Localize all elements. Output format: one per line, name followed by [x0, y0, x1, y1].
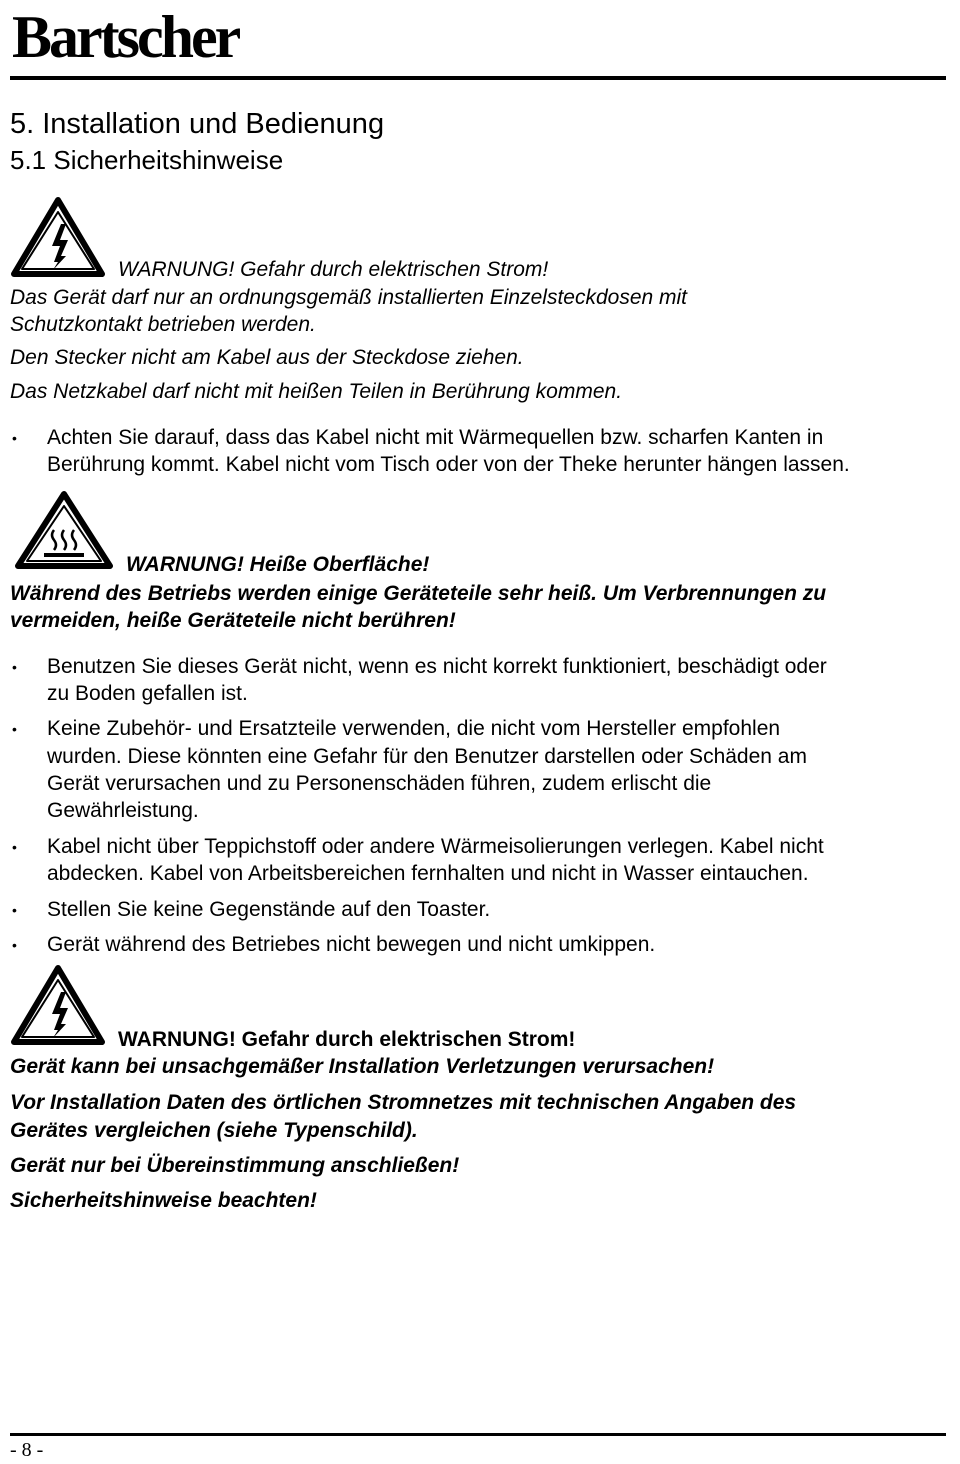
warning-electric-line: Gerät kann bei unsachgemäßer Installation Verletzungen verursachen!: [10, 1055, 715, 1078]
section-heading: 5. Installation und Bedienung: [10, 108, 385, 140]
list-bullet: •: [12, 659, 17, 675]
list-item: Keine Zubehör- und Ersatzteile verwenden, die nicht vom Hersteller empfohlen: [47, 717, 781, 740]
warning-electric-line: Das Gerät darf nur an ordnungsgemäß installierten Einzelsteckdosen mit: [10, 286, 688, 309]
warning-electric-line: Vor Installation Daten des örtlichen Stromnetzes mit technischen Angaben des: [10, 1091, 797, 1114]
warning-electric-title: WARNUNG! Gefahr durch elektrischen Strom!: [118, 258, 549, 281]
list-item: wurden. Diese könnten eine Gefahr für den Benutzer darstellen oder Schäden am: [47, 745, 807, 768]
list-item: abdecken. Kabel von Arbeitsbereichen fernhalten und nicht in Wasser eintauchen.: [47, 862, 809, 885]
list-item: zu Boden gefallen ist.: [47, 682, 248, 705]
footer-rule: [10, 1433, 946, 1436]
warning-electric-line: Gerätes vergleichen (siehe Typenschild).: [10, 1119, 418, 1142]
warning-electric-line: Schutzkontakt betrieben werden.: [10, 313, 316, 336]
list-item: Achten Sie darauf, dass das Kabel nicht mit Wärmequellen bzw. scharfen Kanten in: [47, 426, 824, 449]
warning-hot-title: WARNUNG! Heiße Oberfläche!: [126, 553, 430, 576]
hot-surface-warning-icon: [14, 490, 114, 570]
warning-hot-line: vermeiden, heiße Geräteteile nicht berühren!: [10, 609, 456, 632]
warning-electric-line: Gerät nur bei Übereinstimmung anschließen!: [10, 1154, 460, 1177]
list-item: Gewährleistung.: [47, 799, 199, 822]
list-bullet: •: [12, 721, 17, 737]
list-bullet: •: [12, 430, 17, 446]
list-item: Kabel nicht über Teppichstoff oder andere Wärmeisolierungen verlegen. Kabel nicht: [47, 835, 824, 858]
list-bullet: •: [12, 937, 17, 953]
list-item: Gerät während des Betriebes nicht bewegen und nicht umkippen.: [47, 933, 656, 956]
warning-electric-line: Sicherheitshinweise beachten!: [10, 1189, 317, 1212]
list-item: Berührung kommt. Kabel nicht vom Tisch oder von der Theke herunter hängen lassen.: [47, 453, 850, 476]
high-voltage-warning-icon: [10, 964, 106, 1046]
brand-logo: Bartscher: [12, 4, 239, 70]
list-bullet: •: [12, 902, 17, 918]
warning-hot-line: Während des Betriebs werden einige Geräteteile sehr heiß. Um Verbrennungen zu: [10, 582, 827, 605]
warning-electric-line: Das Netzkabel darf nicht mit heißen Teilen in Berührung kommen.: [10, 380, 623, 403]
page-number: - 8 -: [10, 1439, 44, 1461]
warning-electric-line: Den Stecker nicht am Kabel aus der Steckdose ziehen.: [10, 346, 524, 369]
high-voltage-warning-icon: [10, 196, 106, 278]
list-bullet: •: [12, 839, 17, 855]
list-item: Benutzen Sie dieses Gerät nicht, wenn es nicht korrekt funktioniert, beschädigt oder: [47, 655, 827, 678]
warning-electric-title: WARNUNG! Gefahr durch elektrischen Strom!: [118, 1028, 576, 1051]
list-item: Gerät verursachen und zu Personenschäden führen, zudem erlischt die: [47, 772, 712, 795]
subsection-heading: 5.1 Sicherheitshinweise: [10, 145, 284, 175]
header-rule: [10, 76, 946, 80]
list-item: Stellen Sie keine Gegenstände auf den Toaster.: [47, 898, 491, 921]
